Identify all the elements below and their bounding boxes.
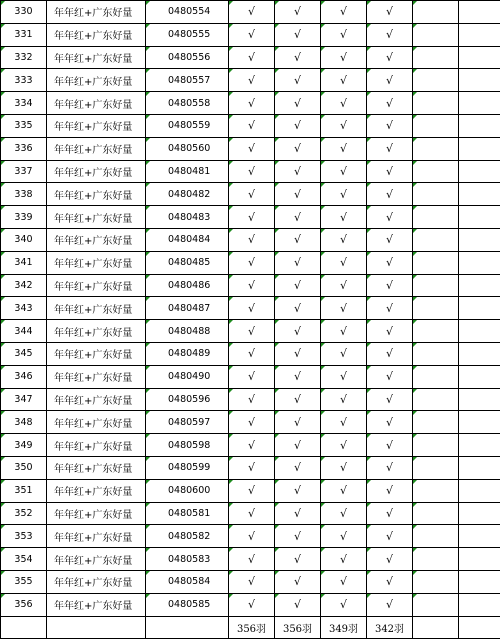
ring-number-cell: 0480597: [146, 411, 229, 434]
check-cell-3: √: [321, 1, 367, 24]
check-cell-3: √: [321, 411, 367, 434]
check-cell-1: √: [229, 593, 275, 616]
check-cell-3: √: [321, 593, 367, 616]
table-row: [1, 434, 500, 457]
pigeon-name-cell: 年年红+广东好量: [47, 228, 146, 251]
pigeon-name-cell: 年年红+广东好量: [47, 274, 146, 297]
ring-number-cell: 0480486: [146, 274, 229, 297]
table-row: [1, 228, 500, 251]
ring-number-cell: 0480599: [146, 456, 229, 479]
ring-number-cell: 0480484: [146, 228, 229, 251]
table-row: [1, 183, 500, 206]
check-cell-1: √: [229, 1, 275, 24]
empty-cell: [413, 548, 459, 571]
total-col-2: 356羽: [275, 616, 321, 639]
check-cell-4: √: [367, 365, 413, 388]
check-cell-3: √: [321, 137, 367, 160]
check-cell-3: √: [321, 183, 367, 206]
table-row: [1, 92, 500, 115]
check-cell-1: √: [229, 137, 275, 160]
check-cell-4: √: [367, 548, 413, 571]
row-number-cell: 344: [1, 320, 47, 343]
empty-cell: [459, 1, 500, 24]
ring-number-cell: 0480560: [146, 137, 229, 160]
row-number-cell: 349: [1, 434, 47, 457]
row-number-cell: 334: [1, 92, 47, 115]
check-cell-4: √: [367, 23, 413, 46]
check-cell-2: √: [275, 69, 321, 92]
empty-cell: [459, 320, 500, 343]
table-row: [1, 160, 500, 183]
empty-cell: [413, 320, 459, 343]
ring-number-cell: 0480581: [146, 502, 229, 525]
ring-number-cell: 0480598: [146, 434, 229, 457]
row-number-cell: 352: [1, 502, 47, 525]
check-cell-3: √: [321, 365, 367, 388]
empty-cell: [459, 456, 500, 479]
pigeon-name-cell: 年年红+广东好量: [47, 502, 146, 525]
check-cell-4: √: [367, 274, 413, 297]
check-cell-2: √: [275, 114, 321, 137]
empty-cell: [413, 365, 459, 388]
check-cell-1: √: [229, 320, 275, 343]
pigeon-name-cell: 年年红+广东好量: [47, 251, 146, 274]
table-row: [1, 251, 500, 274]
ring-number-cell: 0480558: [146, 92, 229, 115]
check-cell-1: √: [229, 228, 275, 251]
totals-empty-cell: [146, 616, 229, 639]
check-cell-3: √: [321, 228, 367, 251]
row-number-cell: 343: [1, 297, 47, 320]
check-cell-2: √: [275, 593, 321, 616]
check-cell-2: √: [275, 502, 321, 525]
empty-cell: [413, 434, 459, 457]
check-cell-1: √: [229, 46, 275, 69]
empty-cell: [413, 456, 459, 479]
table-row: [1, 479, 500, 502]
check-cell-4: √: [367, 456, 413, 479]
check-cell-1: √: [229, 251, 275, 274]
check-cell-1: √: [229, 434, 275, 457]
totals-empty-cell: [459, 616, 500, 639]
pigeon-name-cell: 年年红+广东好量: [47, 69, 146, 92]
check-cell-1: √: [229, 92, 275, 115]
check-cell-3: √: [321, 320, 367, 343]
check-cell-4: √: [367, 320, 413, 343]
check-cell-4: √: [367, 434, 413, 457]
row-number-cell: 330: [1, 1, 47, 24]
empty-cell: [459, 46, 500, 69]
check-cell-1: √: [229, 114, 275, 137]
ring-number-cell: 0480584: [146, 570, 229, 593]
table-row: [1, 342, 500, 365]
check-cell-3: √: [321, 160, 367, 183]
totals-label-cell: [1, 616, 47, 639]
table-row: [1, 206, 500, 229]
empty-cell: [413, 183, 459, 206]
empty-cell: [459, 92, 500, 115]
check-cell-1: √: [229, 23, 275, 46]
empty-cell: [459, 114, 500, 137]
empty-cell: [459, 570, 500, 593]
ring-number-cell: 0480488: [146, 320, 229, 343]
check-cell-4: √: [367, 479, 413, 502]
table-row: [1, 274, 500, 297]
row-number-cell: 331: [1, 23, 47, 46]
check-cell-3: √: [321, 479, 367, 502]
check-cell-3: √: [321, 46, 367, 69]
check-cell-2: √: [275, 388, 321, 411]
empty-cell: [413, 388, 459, 411]
row-number-cell: 356: [1, 593, 47, 616]
empty-cell: [413, 570, 459, 593]
check-cell-2: √: [275, 525, 321, 548]
row-number-cell: 350: [1, 456, 47, 479]
table-row: [1, 69, 500, 92]
row-number-cell: 347: [1, 388, 47, 411]
empty-cell: [413, 274, 459, 297]
pigeon-name-cell: 年年红+广东好量: [47, 137, 146, 160]
empty-cell: [413, 137, 459, 160]
table-row: [1, 297, 500, 320]
check-cell-1: √: [229, 160, 275, 183]
table-row: [1, 365, 500, 388]
check-cell-4: √: [367, 570, 413, 593]
check-cell-3: √: [321, 69, 367, 92]
empty-cell: [413, 228, 459, 251]
check-cell-2: √: [275, 1, 321, 24]
empty-cell: [413, 479, 459, 502]
pigeon-name-cell: 年年红+广东好量: [47, 114, 146, 137]
check-cell-2: √: [275, 342, 321, 365]
check-cell-4: √: [367, 137, 413, 160]
empty-cell: [459, 479, 500, 502]
check-cell-3: √: [321, 297, 367, 320]
total-col-1: 356羽: [229, 616, 275, 639]
empty-cell: [459, 388, 500, 411]
check-cell-3: √: [321, 502, 367, 525]
empty-cell: [459, 593, 500, 616]
empty-cell: [413, 297, 459, 320]
pigeon-name-cell: 年年红+广东好量: [47, 548, 146, 571]
empty-cell: [413, 411, 459, 434]
row-number-cell: 340: [1, 228, 47, 251]
empty-cell: [413, 593, 459, 616]
pigeon-name-cell: 年年红+广东好量: [47, 183, 146, 206]
table-row: [1, 23, 500, 46]
row-number-cell: 333: [1, 69, 47, 92]
check-cell-4: √: [367, 411, 413, 434]
check-cell-2: √: [275, 92, 321, 115]
row-number-cell: 337: [1, 160, 47, 183]
empty-cell: [413, 92, 459, 115]
ring-number-cell: 0480557: [146, 69, 229, 92]
ring-number-cell: 0480582: [146, 525, 229, 548]
total-col-3: 349羽: [321, 616, 367, 639]
check-cell-1: √: [229, 525, 275, 548]
check-cell-3: √: [321, 251, 367, 274]
table-row: [1, 137, 500, 160]
check-cell-4: √: [367, 388, 413, 411]
empty-cell: [459, 411, 500, 434]
pigeon-name-cell: 年年红+广东好量: [47, 206, 146, 229]
check-cell-1: √: [229, 342, 275, 365]
empty-cell: [459, 502, 500, 525]
check-cell-4: √: [367, 1, 413, 24]
empty-cell: [413, 206, 459, 229]
check-cell-4: √: [367, 114, 413, 137]
table-row: [1, 411, 500, 434]
check-cell-1: √: [229, 274, 275, 297]
ring-number-cell: 0480481: [146, 160, 229, 183]
pigeon-name-cell: 年年红+广东好量: [47, 342, 146, 365]
check-cell-2: √: [275, 365, 321, 388]
row-number-cell: 339: [1, 206, 47, 229]
check-cell-1: √: [229, 548, 275, 571]
check-cell-3: √: [321, 23, 367, 46]
check-cell-1: √: [229, 69, 275, 92]
pigeon-name-cell: 年年红+广东好量: [47, 46, 146, 69]
pigeon-name-cell: 年年红+广东好量: [47, 1, 146, 24]
check-cell-4: √: [367, 160, 413, 183]
check-cell-2: √: [275, 274, 321, 297]
check-cell-1: √: [229, 411, 275, 434]
empty-cell: [459, 251, 500, 274]
ring-number-cell: 0480556: [146, 46, 229, 69]
check-cell-3: √: [321, 434, 367, 457]
ring-number-cell: 0480487: [146, 297, 229, 320]
check-cell-1: √: [229, 388, 275, 411]
check-cell-2: √: [275, 46, 321, 69]
ring-number-cell: 0480596: [146, 388, 229, 411]
row-number-cell: 336: [1, 137, 47, 160]
empty-cell: [413, 1, 459, 24]
empty-cell: [459, 548, 500, 571]
row-number-cell: 355: [1, 570, 47, 593]
table-row: [1, 525, 500, 548]
empty-cell: [459, 160, 500, 183]
check-cell-4: √: [367, 92, 413, 115]
table-body: [1, 1, 500, 617]
check-cell-3: √: [321, 388, 367, 411]
check-cell-2: √: [275, 456, 321, 479]
empty-cell: [459, 274, 500, 297]
check-cell-1: √: [229, 570, 275, 593]
row-number-cell: 341: [1, 251, 47, 274]
row-number-cell: 335: [1, 114, 47, 137]
check-cell-4: √: [367, 502, 413, 525]
check-cell-1: √: [229, 502, 275, 525]
ring-number-cell: 0480583: [146, 548, 229, 571]
check-cell-4: √: [367, 46, 413, 69]
check-cell-3: √: [321, 206, 367, 229]
check-cell-3: √: [321, 342, 367, 365]
ring-number-cell: 0480483: [146, 206, 229, 229]
check-cell-2: √: [275, 479, 321, 502]
check-cell-1: √: [229, 206, 275, 229]
totals-row: [1, 616, 500, 639]
table-row: [1, 320, 500, 343]
table-row: [1, 593, 500, 616]
table-row: [1, 502, 500, 525]
check-cell-3: √: [321, 525, 367, 548]
check-cell-3: √: [321, 92, 367, 115]
check-cell-2: √: [275, 23, 321, 46]
totals-empty-cell: [413, 616, 459, 639]
check-cell-2: √: [275, 297, 321, 320]
ring-number-cell: 0480482: [146, 183, 229, 206]
totals-empty-cell: [47, 616, 146, 639]
check-cell-1: √: [229, 479, 275, 502]
empty-cell: [459, 342, 500, 365]
empty-cell: [459, 206, 500, 229]
check-cell-2: √: [275, 411, 321, 434]
ring-number-cell: 0480490: [146, 365, 229, 388]
pigeon-name-cell: 年年红+广东好量: [47, 160, 146, 183]
check-cell-3: √: [321, 570, 367, 593]
table-row: [1, 456, 500, 479]
row-number-cell: 342: [1, 274, 47, 297]
pigeon-name-cell: 年年红+广东好量: [47, 320, 146, 343]
row-number-cell: 346: [1, 365, 47, 388]
row-number-cell: 338: [1, 183, 47, 206]
empty-cell: [413, 46, 459, 69]
pigeon-name-cell: 年年红+广东好量: [47, 570, 146, 593]
empty-cell: [459, 365, 500, 388]
check-cell-2: √: [275, 137, 321, 160]
table-row: [1, 114, 500, 137]
pigeon-name-cell: 年年红+广东好量: [47, 411, 146, 434]
ring-number-cell: 0480554: [146, 1, 229, 24]
table-row: [1, 1, 500, 24]
check-cell-2: √: [275, 434, 321, 457]
check-cell-2: √: [275, 320, 321, 343]
ring-number-cell: 0480585: [146, 593, 229, 616]
pigeon-name-cell: 年年红+广东好量: [47, 297, 146, 320]
row-number-cell: 351: [1, 479, 47, 502]
pigeon-name-cell: 年年红+广东好量: [47, 593, 146, 616]
check-cell-4: √: [367, 228, 413, 251]
ring-number-cell: 0480485: [146, 251, 229, 274]
pigeon-name-cell: 年年红+广东好量: [47, 365, 146, 388]
empty-cell: [413, 502, 459, 525]
table-row: [1, 548, 500, 571]
check-cell-3: √: [321, 114, 367, 137]
empty-cell: [413, 251, 459, 274]
check-cell-1: √: [229, 365, 275, 388]
pigeon-name-cell: 年年红+广东好量: [47, 479, 146, 502]
row-number-cell: 345: [1, 342, 47, 365]
check-cell-1: √: [229, 297, 275, 320]
ring-number-cell: 0480555: [146, 23, 229, 46]
pigeon-name-cell: 年年红+广东好量: [47, 92, 146, 115]
table-row: [1, 570, 500, 593]
check-cell-2: √: [275, 206, 321, 229]
empty-cell: [413, 69, 459, 92]
table-row: [1, 46, 500, 69]
pigeon-name-cell: 年年红+广东好量: [47, 456, 146, 479]
empty-cell: [459, 434, 500, 457]
check-cell-3: √: [321, 548, 367, 571]
empty-cell: [413, 525, 459, 548]
check-cell-4: √: [367, 183, 413, 206]
row-number-cell: 348: [1, 411, 47, 434]
empty-cell: [413, 114, 459, 137]
empty-cell: [459, 69, 500, 92]
check-cell-3: √: [321, 274, 367, 297]
check-cell-4: √: [367, 525, 413, 548]
table-row: [1, 388, 500, 411]
empty-cell: [459, 297, 500, 320]
empty-cell: [459, 525, 500, 548]
check-cell-4: √: [367, 69, 413, 92]
check-cell-4: √: [367, 297, 413, 320]
empty-cell: [459, 23, 500, 46]
empty-cell: [459, 137, 500, 160]
row-number-cell: 332: [1, 46, 47, 69]
check-cell-2: √: [275, 160, 321, 183]
check-cell-2: √: [275, 570, 321, 593]
row-number-cell: 353: [1, 525, 47, 548]
check-cell-4: √: [367, 342, 413, 365]
check-cell-2: √: [275, 251, 321, 274]
empty-cell: [413, 342, 459, 365]
ring-number-cell: 0480600: [146, 479, 229, 502]
empty-cell: [459, 183, 500, 206]
empty-cell: [413, 160, 459, 183]
check-cell-1: √: [229, 183, 275, 206]
check-cell-1: √: [229, 456, 275, 479]
total-col-4: 342羽: [367, 616, 413, 639]
check-cell-4: √: [367, 206, 413, 229]
check-cell-2: √: [275, 228, 321, 251]
check-cell-4: √: [367, 251, 413, 274]
pigeon-name-cell: 年年红+广东好量: [47, 434, 146, 457]
ring-number-cell: 0480489: [146, 342, 229, 365]
check-cell-2: √: [275, 548, 321, 571]
check-cell-3: √: [321, 456, 367, 479]
ring-number-cell: 0480559: [146, 114, 229, 137]
empty-cell: [413, 23, 459, 46]
check-cell-4: √: [367, 593, 413, 616]
empty-cell: [459, 228, 500, 251]
pigeon-name-cell: 年年红+广东好量: [47, 388, 146, 411]
row-number-cell: 354: [1, 548, 47, 571]
pigeon-name-cell: 年年红+广东好量: [47, 23, 146, 46]
check-cell-2: √: [275, 183, 321, 206]
pigeon-name-cell: 年年红+广东好量: [47, 525, 146, 548]
